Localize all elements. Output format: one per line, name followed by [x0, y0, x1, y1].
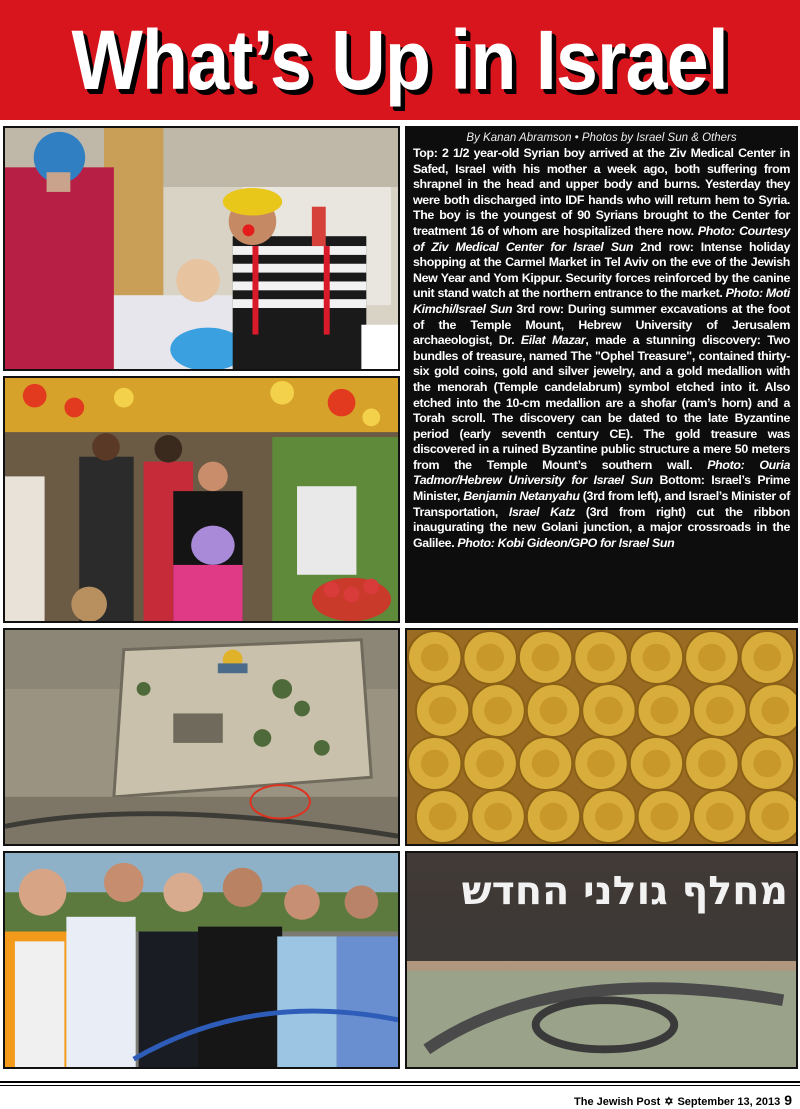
coin-face — [595, 803, 623, 830]
photo-golani-junction-sign — [405, 851, 798, 1069]
photo-credit: Photo: Moti Kimchi/Israel Sun — [413, 286, 790, 316]
star-of-david-icon: ✡ — [664, 1096, 674, 1108]
photo-credit: Photo: Ouria Tadmor/Hebrew University for Israel Sun — [413, 457, 791, 488]
coin-face — [532, 644, 560, 671]
article-text: 2nd row: Intense holiday shopping at the Carmel Market in Tel Aviv on the eve of the Jewish New Year and Yom Kippur. Security forces reinforced by the canine unit stand watch at the northern entrance to the market. — [413, 239, 790, 301]
article-text: Top: 2 1/2 year-old Syrian boy arrived at the Ziv Medical Center in Safed, Israel with his mother a week ago, both suffering from shrapnel in the head and upper body and burns. Yesterday they were both discharged into IDF hands who will return hem to Syria. The boy is the youngest of 90 Syrians brought to the Center for treatment 16 of whom are hospitalized there now. — [413, 146, 790, 238]
coin-face — [587, 644, 615, 671]
coin-face — [540, 697, 568, 724]
article-text: (3rd from right) cut the ribbon inaugurating the new Golani junction, a major crossroads in the Galilee. — [413, 504, 791, 550]
page-number: 9 — [784, 1092, 792, 1108]
coin-face — [753, 750, 781, 777]
photo-credit: Photo: Courtesy of Ziv Medical Center for Israel Sun — [413, 223, 790, 254]
sign-text: מחלף גולני החדש — [461, 868, 789, 915]
publication-name: The Jewish Post — [574, 1096, 661, 1108]
photo-carmel-market — [3, 376, 400, 623]
footer-rule — [0, 1085, 800, 1086]
article-box — [405, 126, 798, 623]
coin-face — [753, 644, 781, 671]
coin-face — [429, 697, 457, 724]
photo-temple-mount-aerial — [3, 628, 400, 846]
person-name: Eilat Mazar — [520, 333, 586, 348]
coin-face — [761, 697, 789, 724]
article-text: (3rd from left), and Israel’s Minister of Transportation, — [413, 489, 790, 519]
person-name: Israel Katz — [508, 504, 575, 519]
photo-hospital — [3, 126, 400, 371]
title-banner — [0, 0, 800, 120]
coin-face — [650, 697, 678, 724]
coin-face — [532, 750, 560, 777]
photo-ribbon-cutting — [3, 851, 400, 1069]
coin-face — [476, 750, 504, 777]
coin-face — [429, 803, 457, 830]
person-name: Benjamin Netanyahu — [463, 489, 580, 504]
issue-date: September 13, 2013 — [677, 1096, 781, 1108]
coin-face — [650, 803, 678, 830]
coin-face — [540, 803, 568, 830]
coin-face — [595, 697, 623, 724]
coin-face — [484, 697, 512, 724]
coin-face — [761, 803, 789, 830]
coin-face — [698, 750, 726, 777]
coin-face — [698, 644, 726, 671]
article-text: , made a stunning discovery: Two bundles of treasure, named The "Ophel Treasure", contained thirty-six gold coins, gold and silver jewelry, and a gold medallion with the menorah (Temple candelabrum) symbol etched into it. Also etched into the 10-cm medallion are a shofar (ram’s horn) and a Torah scroll. The discovery can be dated to the late Byzantine period (early seventh century CE). The gold treasure was discovered in a ruined Byzantine public structure a mere 50 meters from the Temple Mount’s southern wall. — [413, 333, 790, 472]
coin-face — [476, 644, 504, 671]
coin-face — [643, 750, 671, 777]
footer-rule — [0, 1081, 800, 1083]
article-text: Bottom: Israel’s Prime Minister, — [413, 473, 791, 504]
article-body — [413, 146, 790, 551]
coin-face — [643, 644, 671, 671]
coin-face — [587, 750, 615, 777]
coin-face — [421, 644, 449, 671]
photo-gold-coins — [405, 628, 798, 846]
article-text: 3rd row: During summer excavations at the foot of the Temple Mount, Hebrew University of Jerusalem archaeologist, Dr. — [413, 301, 790, 348]
coin-face — [706, 697, 734, 724]
byline: By Kanan Abramson • Photos by Israel Sun & Others — [466, 132, 737, 144]
coin-face — [706, 803, 734, 830]
photo-credit: Photo: Kobi Gideon/GPO for Israel Sun — [457, 535, 675, 550]
page-title: What’s Up in Israel — [71, 12, 729, 107]
coin-face — [484, 803, 512, 830]
page-footer — [574, 1092, 792, 1108]
coin-face — [421, 750, 449, 777]
